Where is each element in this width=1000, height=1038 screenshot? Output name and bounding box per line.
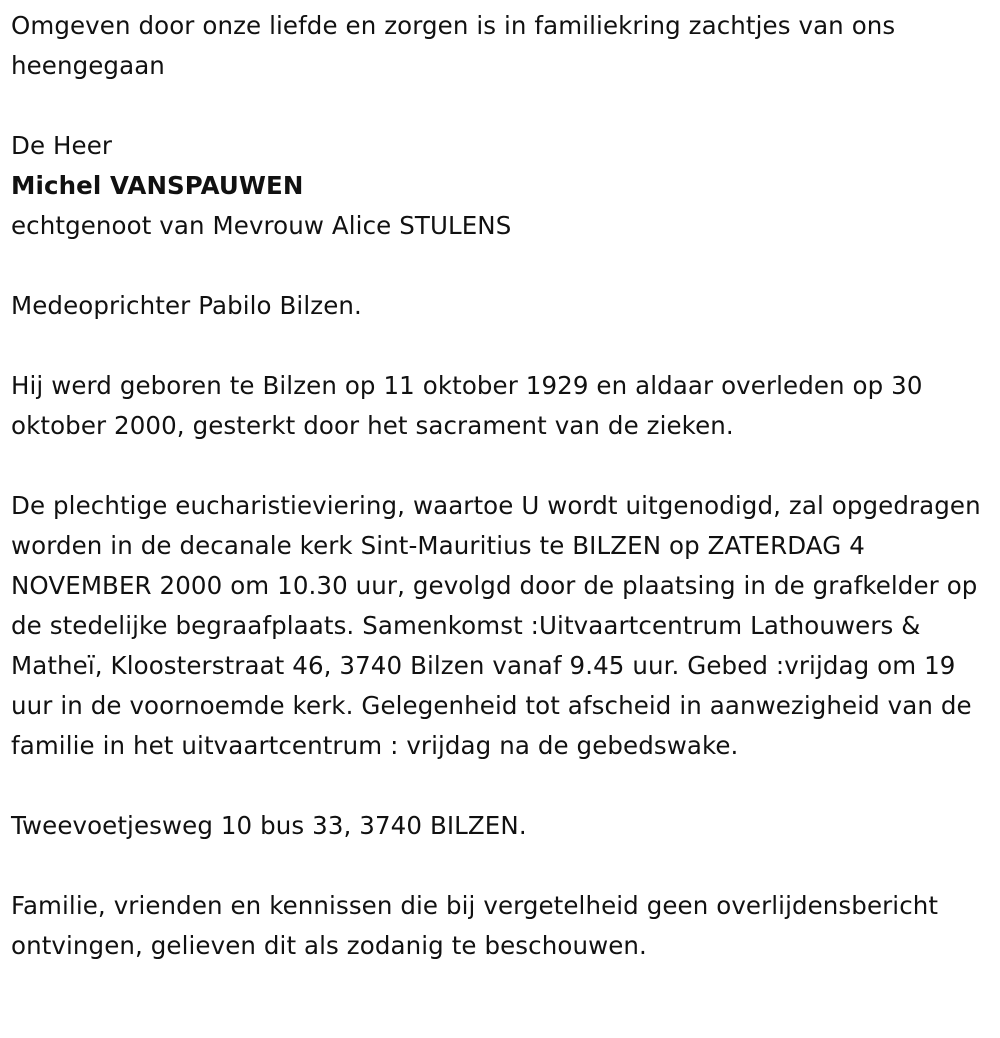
intro-text: Omgeven door onze liefde en zorgen is in familiekring zachtjes van ons heengegaan [11, 11, 896, 80]
role-line: Medeoprichter Pabilo Bilzen. [11, 291, 362, 320]
ceremony-text: De plechtige eucharistieviering, waartoe U wordt uitgenodigd, zal opgedragen worden in de decanale kerk Sint-Mauritius te BILZEN op ZATERDAG 4 NOVEMBER 2000 om 10.30 uur, gevolgd door de plaatsing in de grafkelder op de stedelijke begraafplaats. Samenkomst :Uitvaartcentrum Lathouwers & Matheï, Kloosterstraat 46, 3740 Bilzen vanaf 9.45 uur. Gebed :vrijdag om 19 uur in de voornoemde kerk. Gelegenheid tot afscheid in aanwezigheid van de familie in het uitvaartcentrum : vrijdag na de gebedswake. [11, 491, 981, 760]
deceased-name: Michel VANSPAUWEN [11, 171, 304, 200]
spouse-line: echtgenoot van Mevrouw Alice STULENS [11, 211, 512, 240]
address-line: Tweevoetjesweg 10 bus 33, 3740 BILZEN. [11, 811, 527, 840]
closing-text: Familie, vrienden en kennissen die bij vergetelheid geen overlijdensbericht ontvingen, gelieven dit als zodanig te beschouwen. [11, 891, 939, 960]
honorific: De Heer [11, 131, 113, 160]
birth-death-text: Hij werd geboren te Bilzen op 11 oktober 1929 en aldaar overleden op 30 oktober 2000, gesterkt door het sacrament van de zieken. [11, 371, 923, 440]
